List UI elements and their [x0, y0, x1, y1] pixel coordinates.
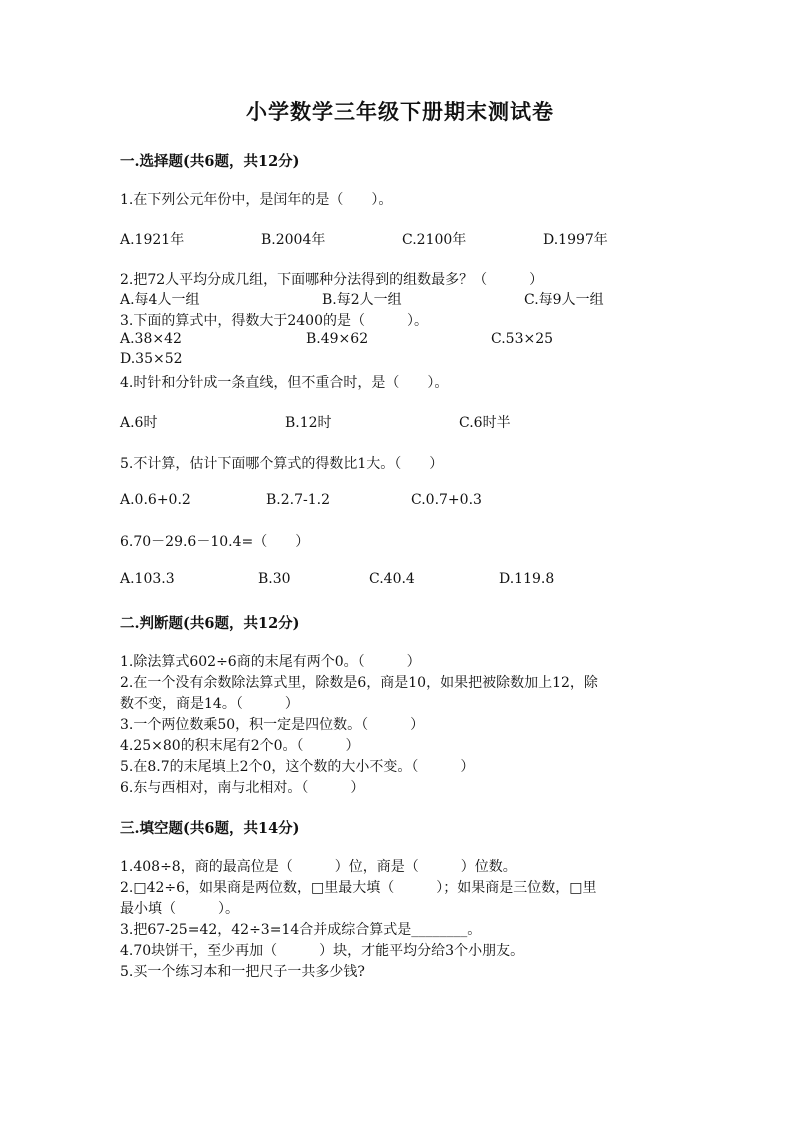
section-3-heading: 三.填空题(共6题，共14分) — [120, 820, 300, 837]
judgement-line: 4.25×80的积末尾有2个0。（ ） — [120, 738, 360, 754]
page-title: 小学数学三年级下册期末测试卷 — [246, 99, 554, 124]
q1-6-option-d: D.119.8 — [499, 571, 555, 587]
q1-6-option-b: B.30 — [258, 571, 291, 587]
q1-1-option-b: B.2004年 — [261, 232, 326, 248]
fill-blank-line: 3.把67-25=42，42÷3=14合并成综合算式是________。 — [120, 922, 482, 938]
question-1-5: 5.不计算，估计下面哪个算式的得数比1大。（ ） — [120, 456, 444, 472]
fill-blank-line: 2.□42÷6，如果商是两位数，□里最大填（ ）；如果商是三位数，□里 — [120, 880, 597, 896]
question-1-3: 3.下面的算式中，得数大于2400的是（ ）。 — [120, 313, 428, 329]
q1-3-option-b: B.49×62 — [306, 331, 369, 347]
q1-1-option-a: A.1921年 — [120, 232, 185, 248]
question-1-4: 4.时针和分针成一条直线，但不重合时，是（ ）。 — [120, 375, 449, 391]
q1-1-option-c: C.2100年 — [402, 232, 467, 248]
q1-3-option-a: A.38×42 — [120, 331, 182, 347]
q1-6-option-a: A.103.3 — [120, 571, 175, 587]
section-1-heading: 一.选择题(共6题，共12分) — [120, 153, 300, 170]
q1-1-option-d: D.1997年 — [543, 232, 608, 248]
q1-6-option-c: C.40.4 — [369, 571, 415, 587]
q1-4-option-a: A.6时 — [120, 415, 158, 431]
fill-blank-line: 5.买一个练习本和一把尺子一共多少钱? — [120, 964, 365, 980]
fill-blank-line: 最小填（ ）。 — [120, 901, 239, 917]
q1-5-option-c: C.0.7+0.3 — [411, 492, 482, 508]
q1-2-option-a: A.每4人一组 — [120, 292, 200, 308]
judgement-line: 5.在8.7的末尾填上2个0，这个数的大小不变。（ ） — [120, 759, 475, 775]
q1-3-option-c: C.53×25 — [491, 331, 554, 347]
question-1-2: 2.把72人平均分成几组，下面哪种分法得到的组数最多？（ ） — [120, 272, 544, 288]
fill-blank-line: 1.408÷8，商的最高位是（ ）位，商是（ ）位数。 — [120, 859, 517, 875]
q1-4-option-c: C.6时半 — [459, 415, 511, 431]
judgement-line: 数不变，商是14。（ ） — [120, 696, 299, 712]
question-1-1: 1.在下列公元年份中，是闰年的是（ ）。 — [120, 192, 393, 208]
question-1-6: 6.70－29.6－10.4=（ ） — [120, 534, 310, 550]
judgement-line: 2.在一个没有余数除法算式里，除数是6，商是10，如果把被除数加上12，除 — [120, 675, 598, 691]
judgement-line: 1.除法算式602÷6商的末尾有两个0。（ ） — [120, 654, 421, 670]
q1-3-option-d: D.35×52 — [120, 351, 183, 367]
q1-4-option-b: B.12时 — [285, 415, 332, 431]
q1-5-option-b: B.2.7-1.2 — [266, 492, 330, 508]
section-2-heading: 二.判断题(共6题，共12分) — [120, 615, 300, 632]
judgement-line: 6.东与西相对，南与北相对。（ ） — [120, 780, 365, 796]
q1-2-option-b: B.每2人一组 — [322, 292, 402, 308]
q1-5-option-a: A.0.6+0.2 — [120, 492, 191, 508]
judgement-line: 3.一个两位数乘50，积一定是四位数。（ ） — [120, 717, 425, 733]
fill-blank-line: 4.70块饼干，至少再加（ ）块，才能平均分给3个小朋友。 — [120, 943, 525, 959]
q1-2-option-c: C.每9人一组 — [524, 292, 604, 308]
